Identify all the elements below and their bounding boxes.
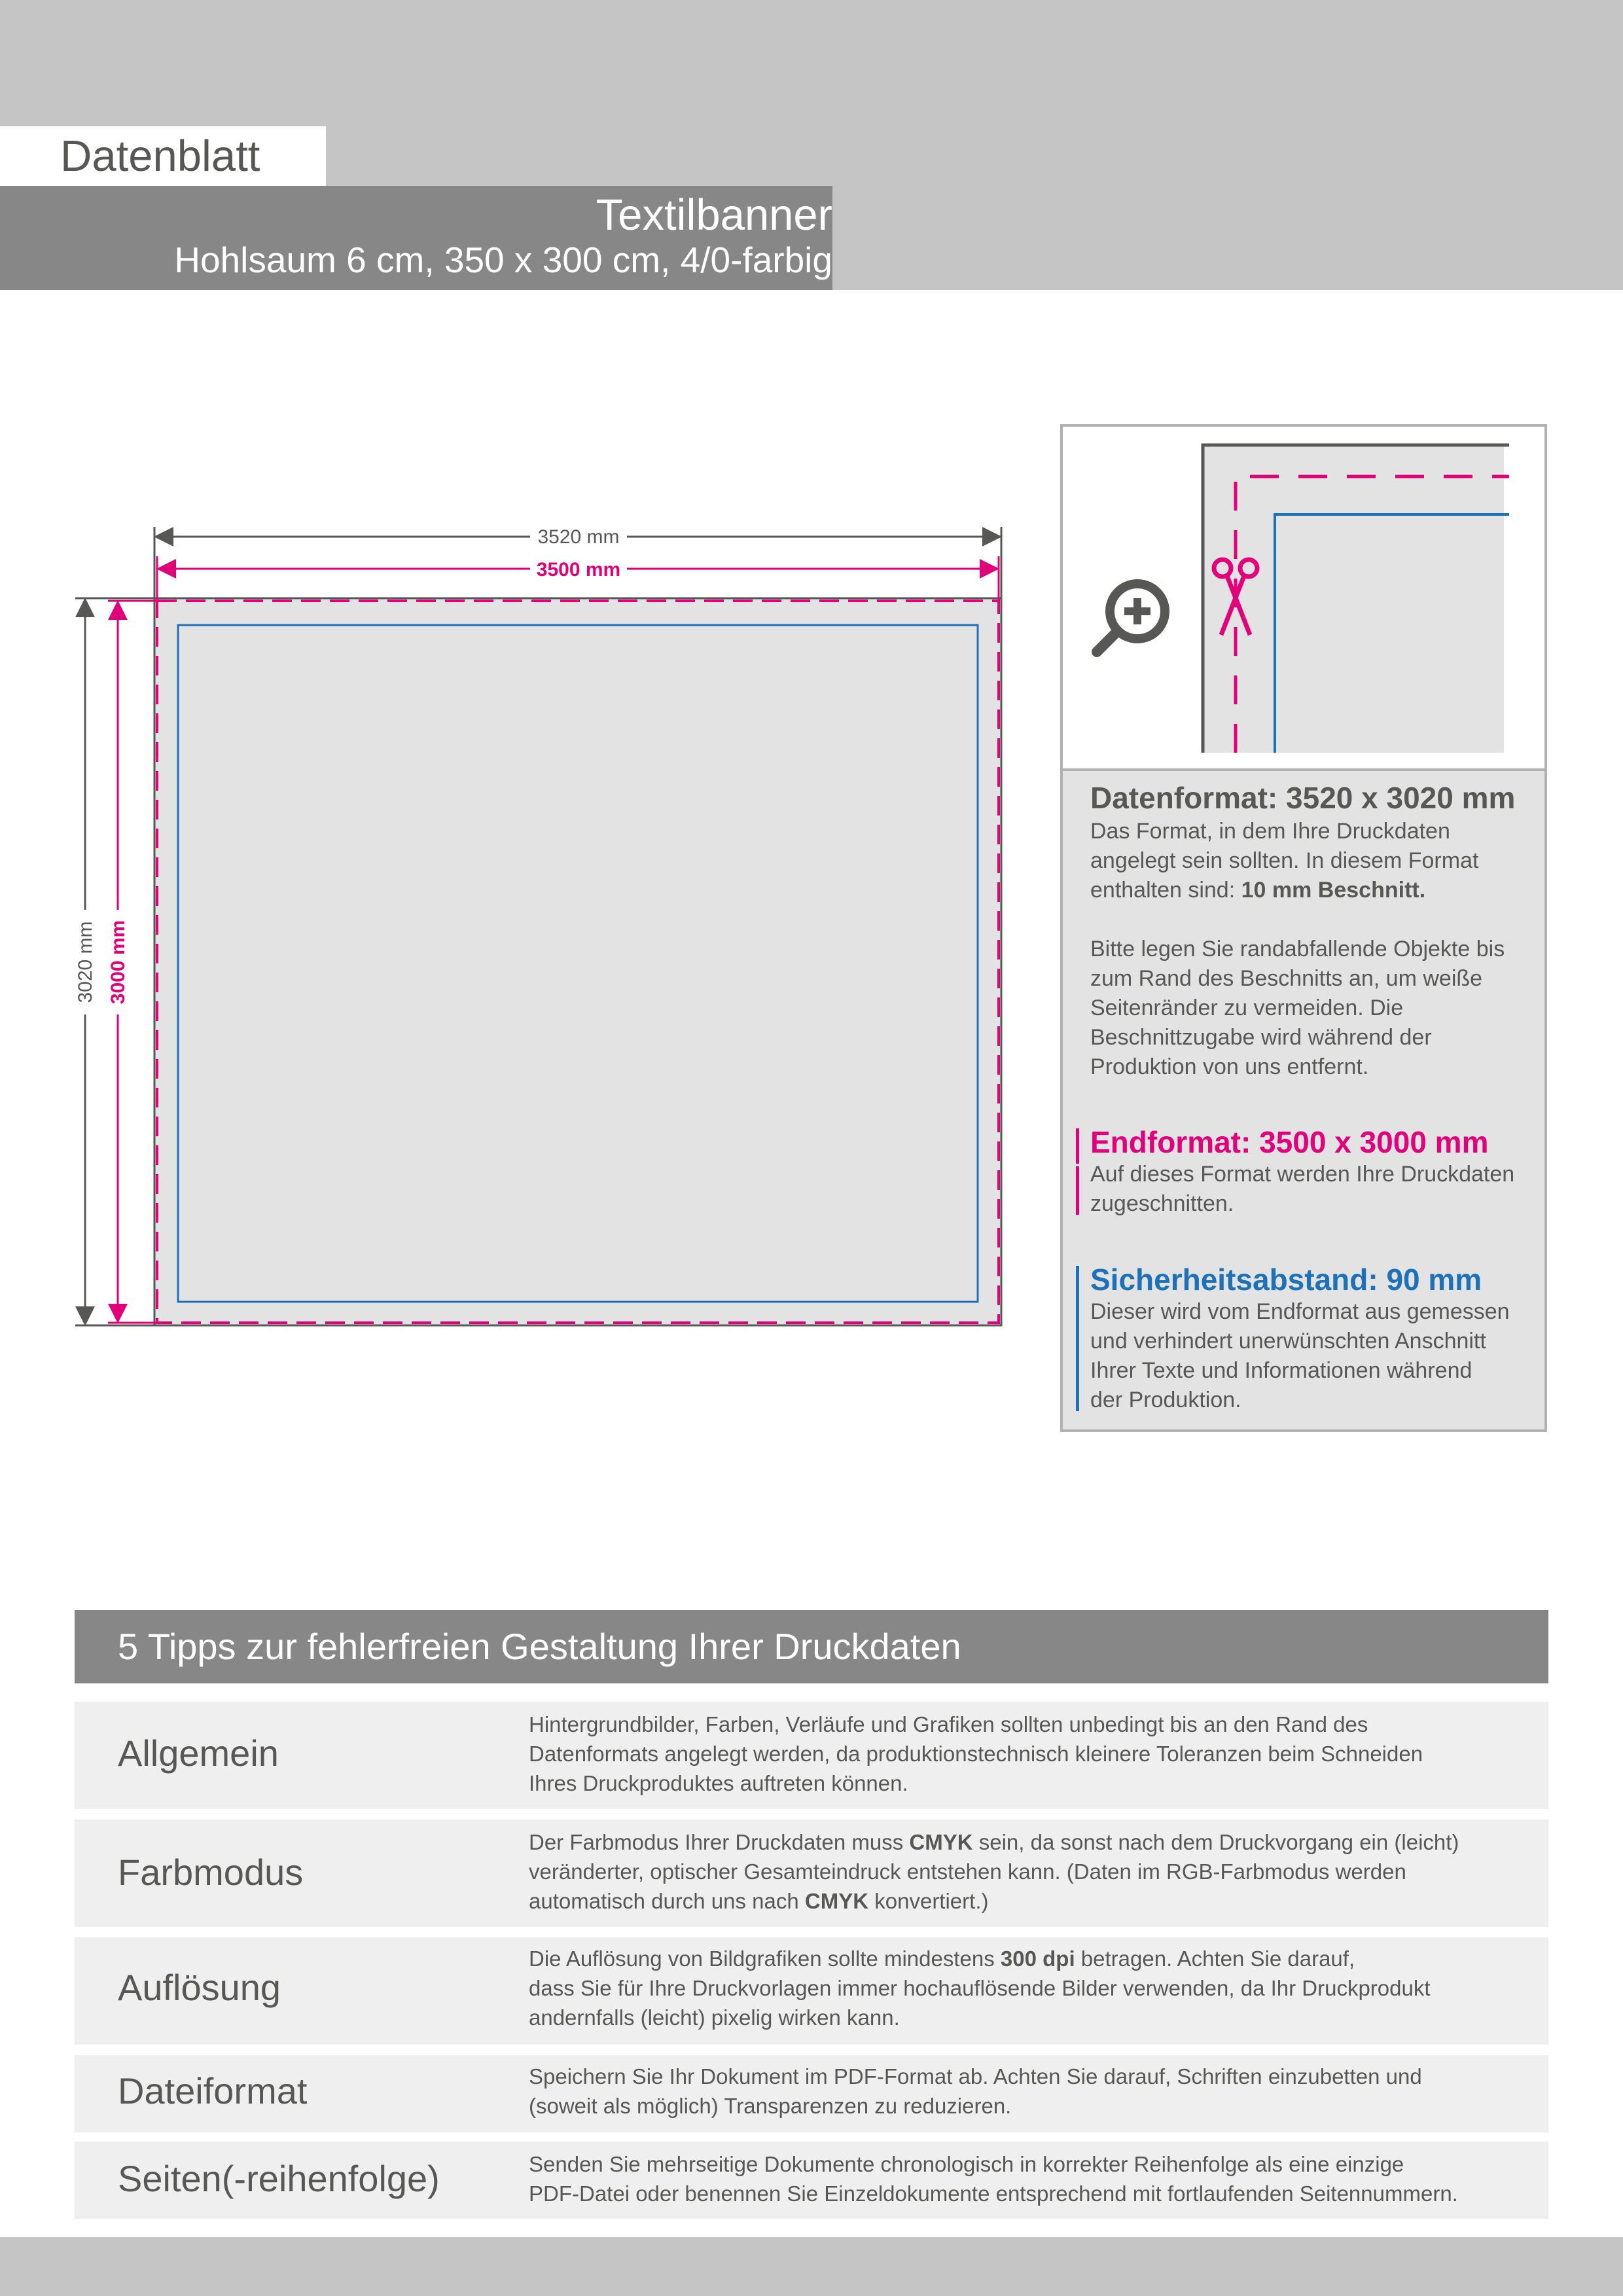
tip-label-seiten: Seiten(-reihenfolge) [118, 2158, 440, 2199]
safety-line-3: Ihrer Texte und Informationen während [1090, 1358, 1472, 1383]
tip-aufloesung-line-3: andernfalls (leicht) pixelig wirken kann. [529, 2005, 900, 2030]
data-format-line-3: enthalten sind: 10 mm Beschnitt. [1090, 878, 1426, 903]
tip-label-dateiformat: Dateiformat [118, 2070, 308, 2111]
tip-text-dateiformat [529, 2062, 1537, 2121]
final-format-marker-gap [1076, 1164, 1089, 1166]
tip-aufloesung-line-2: dass Sie für Ihre Druckvorlagen immer hochauflösende Bilder verwenden, da Ihr Druckprodukt [529, 1976, 1431, 2000]
tip-label-farbmodus: Farbmodus [118, 1852, 304, 1893]
tips-title: 5 Tipps zur fehlerfreien Gestaltung Ihrer Druckdaten [118, 1626, 961, 1667]
magnifier-plus-icon [1097, 584, 1165, 652]
tip-text-farbmodus [529, 1827, 1537, 1916]
final-width-label: 3500 mm [536, 559, 621, 581]
tip-allgemein-line-2: Datenformats angelegt werden, da produktionstechnisch kleinere Toleranzen beim Schneiden [529, 1742, 1423, 1766]
final-height-label: 3000 mm [107, 920, 129, 1005]
data-format-para2-line-4: Beschnittzugabe wird während der [1090, 1025, 1432, 1050]
tip-farbmodus-line-2: veränderter, optischer Gesamteindruck entstehen kann. (Daten im RGB-Farbmodus werden [529, 1859, 1406, 1884]
data-format-para2-line-1: Bitte legen Sie randabfallende Objekte bis [1090, 937, 1505, 961]
corner-sheet [1203, 445, 1504, 753]
tip-seiten-line-2: PDF-Datei oder benennen Sie Einzeldokumente entsprechend mit fortlaufenden Seitennummern. [529, 2181, 1458, 2206]
data-format-para2-line-2: zum Rand des Beschnitts an, um weiße [1090, 966, 1483, 991]
safety-line-4: der Produktion. [1090, 1388, 1241, 1412]
tip-allgemein-line-3: Ihres Druckproduktes auftreten können. [529, 1771, 908, 1795]
final-format-marker [1076, 1128, 1079, 1215]
safety-line-1: Dieser wird vom Endformat aus gemessen [1090, 1299, 1510, 1324]
product-subtitle: Hohlsaum 6 cm, 350 x 300 cm, 4/0-farbig [174, 240, 832, 280]
tip-label-allgemein: Allgemein [118, 1732, 279, 1774]
data-format-para2-line-5: Produktion von uns entfernt. [1090, 1054, 1369, 1079]
tip-text-seiten [529, 2149, 1537, 2208]
safety-heading: Sicherheitsabstand: 90 mm [1090, 1263, 1482, 1297]
final-format-line-2: zugeschnitten. [1090, 1191, 1234, 1216]
corner-detail [1063, 427, 1544, 766]
data-width-label: 3520 mm [537, 526, 620, 548]
safety-line-2: und verhindert unerwünschten Anschnitt [1090, 1329, 1486, 1354]
bleed-value: 10 mm Beschnitt. [1241, 878, 1426, 903]
tip-dateiformat-line-2: (soweit als möglich) Transparenzen zu reduzieren. [529, 2094, 1012, 2118]
spacer [1090, 905, 1505, 935]
final-format-heading: Endformat: 3500 x 3000 mm [1090, 1125, 1489, 1159]
product-title: Textilbanner [596, 190, 832, 240]
safety-text [1090, 1297, 1510, 1415]
doc-label: Datenblatt [60, 132, 260, 181]
data-format-line-2: angelegt sein sollten. In diesem Format [1090, 848, 1479, 873]
data-height-label: 3020 mm [75, 921, 96, 1003]
format-drawing [0, 511, 1021, 1335]
tip-text-aufloesung [529, 1944, 1537, 2032]
final-format-line-1: Auf dieses Format werden Ihre Druckdaten [1090, 1162, 1515, 1187]
final-format-text [1090, 1160, 1514, 1219]
tip-farbmodus-line-3: automatisch durch uns nach CMYK konvertiert.) [529, 1889, 989, 1913]
tip-label-aufloesung: Auflösung [118, 1967, 281, 2008]
footer-band [0, 2237, 1623, 2296]
tip-farbmodus-line-1: Der Farbmodus Ihrer Druckdaten muss CMYK sein, da sonst nach dem Druckvorgang ein (leicht) [529, 1830, 1459, 1854]
data-format-line-1: Das Format, in dem Ihre Druckdaten [1090, 819, 1450, 844]
data-format-heading: Datenformat: 3520 x 3020 mm [1090, 781, 1516, 815]
tip-seiten-line-1: Senden Sie mehrseitige Dokumente chronologisch in korrekter Reihenfolge als eine einzige [529, 2152, 1404, 2176]
data-format-text [1090, 817, 1505, 1082]
tip-allgemein-line-1: Hintergrundbilder, Farben, Verläufe und Grafiken sollten unbedingt bis an den Rand des [529, 1712, 1368, 1736]
tip-dateiformat-line-1: Speichern Sie Ihr Dokument im PDF-Format ab. Achten Sie darauf, Schriften einzubetten und [529, 2064, 1422, 2089]
safety-marker [1076, 1266, 1079, 1411]
tip-text-allgemein [529, 1710, 1537, 1798]
tip-aufloesung-line-1: Die Auflösung von Bildgrafiken sollte mindestens 300 dpi betragen. Achten Sie darauf, [529, 1946, 1355, 1971]
data-format-sheet [154, 598, 1001, 1325]
data-format-para2-line-3: Seitenränder zu vermeiden. Die [1090, 996, 1404, 1020]
